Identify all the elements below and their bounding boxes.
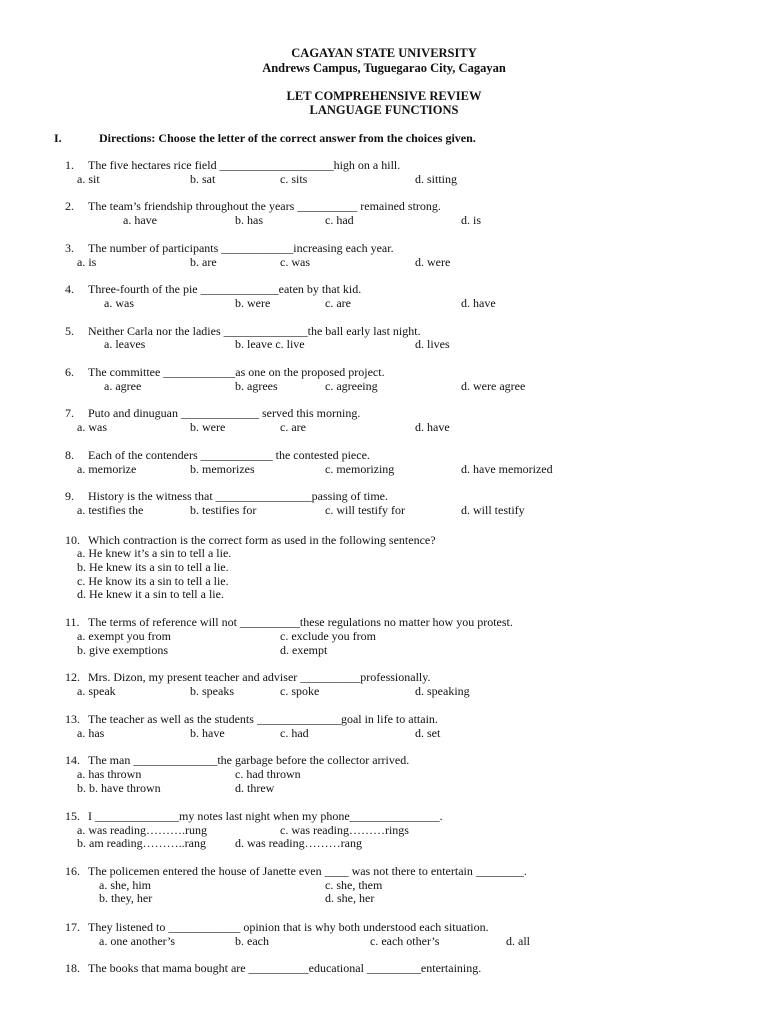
- choice: b. were: [190, 420, 226, 434]
- question-text: History is the witness that ________________passing of time.: [88, 489, 388, 503]
- choice: d. sitting: [415, 172, 458, 186]
- choice: a. was reading……….rung: [77, 823, 207, 837]
- choice: d. were agree: [461, 379, 526, 393]
- choice: c. had thrown: [235, 767, 301, 781]
- choice: c. agreeing: [325, 379, 378, 393]
- choice: d. have memorized: [461, 462, 553, 476]
- choice: c. was: [280, 255, 310, 269]
- choice: c. spoke: [280, 684, 320, 698]
- choice: c. she, them: [325, 878, 383, 892]
- choice: b. give exemptions: [77, 643, 168, 657]
- choice: a. He knew it’s a sin to tell a lie.: [77, 546, 232, 560]
- choice: c. was reading………rings: [280, 823, 409, 837]
- section-numeral: I.: [54, 131, 62, 145]
- question-number: 8.: [65, 448, 74, 462]
- choice: b. leave c. live: [235, 337, 305, 351]
- question-number: 3.: [65, 241, 74, 255]
- choice: a. memorize: [77, 462, 137, 476]
- choice: a. has thrown: [77, 767, 142, 781]
- choice: a. testifies the: [77, 503, 144, 517]
- university-name: CAGAYAN STATE UNIVERSITY: [291, 46, 477, 60]
- question-number: 7.: [65, 406, 74, 420]
- choice: d. was reading………rang: [235, 836, 362, 850]
- choice: c. had: [280, 726, 309, 740]
- question-text: The five hectares rice field ___________________high on a hill.: [88, 158, 401, 172]
- choice: a. is: [77, 255, 97, 269]
- question-number: 10.: [65, 533, 80, 547]
- choice: d. have: [461, 296, 496, 310]
- choice: a. speak: [77, 684, 116, 698]
- choice: a. leaves: [104, 337, 146, 351]
- review-title: LET COMPREHENSIVE REVIEW: [286, 89, 482, 103]
- question-text: The team’s friendship throughout the years __________ remained strong.: [88, 199, 441, 213]
- question-text: The books that mama bought are __________educational _________entertaining.: [88, 961, 482, 975]
- question-number: 16.: [65, 864, 80, 878]
- question-number: 6.: [65, 365, 74, 379]
- question-number: 11.: [65, 615, 80, 629]
- choice: b. they, her: [99, 891, 153, 905]
- choice: b. memorizes: [190, 462, 255, 476]
- question-number: 4.: [65, 282, 74, 296]
- question-text: Neither Carla nor the ladies ______________the ball early last night.: [88, 324, 421, 338]
- choice: b. am reading………..rang: [77, 836, 206, 850]
- question-text: The man ______________the garbage before the collector arrived.: [88, 753, 410, 767]
- question-text: Each of the contenders ____________ the contested piece.: [88, 448, 370, 462]
- choice: b. testifies for: [190, 503, 257, 517]
- question-text: The policemen entered the house of Janette even ____ was not there to entertain ________.: [88, 864, 527, 878]
- choice: c. He know its a sin to tell a lie.: [77, 574, 229, 588]
- question-number: 2.: [65, 199, 74, 213]
- choice: c. each other’s: [370, 934, 440, 948]
- question-number: 5.: [65, 324, 74, 338]
- choice: d. speaking: [415, 684, 470, 698]
- question-text: The teacher as well as the students ______________goal in life to attain.: [88, 712, 438, 726]
- choice: b. sat: [190, 172, 216, 186]
- choice: d. lives: [415, 337, 450, 351]
- question-number: 15.: [65, 809, 80, 823]
- choice: c. will testify for: [325, 503, 405, 517]
- question-text: Puto and dinuguan _____________ served this morning.: [88, 406, 361, 420]
- choice: c. sits: [280, 172, 308, 186]
- choice: b. has: [235, 213, 263, 227]
- question-text: Mrs. Dizon, my present teacher and adviser __________professionally.: [88, 670, 431, 684]
- choice: c. are: [325, 296, 351, 310]
- question-text: The number of participants ____________increasing each year.: [88, 241, 394, 255]
- question-number: 13.: [65, 712, 80, 726]
- choice: a. has: [77, 726, 105, 740]
- choice: d. set: [415, 726, 441, 740]
- choice: b. speaks: [190, 684, 234, 698]
- choice: a. have: [123, 213, 157, 227]
- choice: a. was: [104, 296, 134, 310]
- choice: d. she, her: [325, 891, 375, 905]
- choice: a. sit: [77, 172, 100, 186]
- question-number: 9.: [65, 489, 74, 503]
- choice: c. had: [325, 213, 354, 227]
- choice: d. exempt: [280, 643, 328, 657]
- question-number: 18.: [65, 961, 80, 975]
- question-number: 17.: [65, 920, 80, 934]
- choice: b. have: [190, 726, 225, 740]
- choice: d. will testify: [461, 503, 525, 517]
- choice: b. He knew its a sin to tell a lie.: [77, 560, 229, 574]
- choice: a. was: [77, 420, 107, 434]
- choice: d. threw: [235, 781, 275, 795]
- choice: d. is: [461, 213, 482, 227]
- choice: a. one another’s: [99, 934, 176, 948]
- choice: b. were: [235, 296, 271, 310]
- choice: d. have: [415, 420, 450, 434]
- question-text: Three-fourth of the pie _____________eaten by that kid.: [88, 282, 362, 296]
- choice: b. b. have thrown: [77, 781, 161, 795]
- question-text: I ______________my notes last night when my phone_______________.: [88, 809, 443, 823]
- section-directions: Directions: Choose the letter of the correct answer from the choices given.: [99, 131, 476, 145]
- campus-line: Andrews Campus, Tuguegarao City, Cagayan: [262, 61, 506, 75]
- question-text: The committee ____________as one on the proposed project.: [88, 365, 385, 379]
- choice: a. she, him: [99, 878, 151, 892]
- choice: b. agrees: [235, 379, 278, 393]
- question-number: 12.: [65, 670, 80, 684]
- choice: c. are: [280, 420, 306, 434]
- choice: b. are: [190, 255, 217, 269]
- choice: d. He knew it a sin to tell a lie.: [77, 587, 224, 601]
- choice: a. agree: [104, 379, 142, 393]
- choice: c. memorizing: [325, 462, 395, 476]
- choice: d. were: [415, 255, 451, 269]
- question-number: 1.: [65, 158, 74, 172]
- choice: c. exclude you from: [280, 629, 376, 643]
- choice: b. each: [235, 934, 269, 948]
- choice: a. exempt you from: [77, 629, 171, 643]
- question-text: They listened to ____________ opinion that is why both understood each situation.: [88, 920, 489, 934]
- question-text: The terms of reference will not __________these regulations no matter how you protest.: [88, 615, 513, 629]
- subject-title: LANGUAGE FUNCTIONS: [309, 103, 459, 117]
- choice: d. all: [506, 934, 530, 948]
- question-number: 14.: [65, 753, 80, 767]
- question-text: Which contraction is the correct form as used in the following sentence?: [88, 533, 436, 547]
